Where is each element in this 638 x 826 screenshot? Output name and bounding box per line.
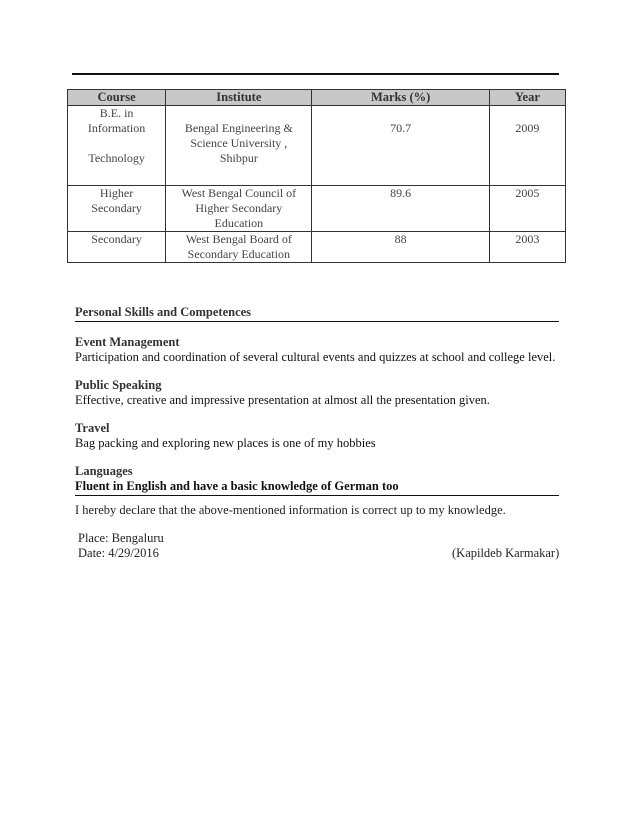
table-row <box>68 106 566 186</box>
table-row <box>68 232 566 263</box>
cell-institute: West Bengal Board of Secondary Education <box>166 232 312 263</box>
languages-heading: Languages <box>75 464 133 478</box>
header-marks: Marks (%) <box>312 90 489 106</box>
skill-description: Effective, creative and impressive presentation at almost all the presentation given. <box>75 393 490 407</box>
cell-marks: 88 <box>312 232 489 263</box>
header-course: Course <box>68 90 166 106</box>
education-table <box>67 89 566 263</box>
cell-institute: Bengal Engineering & Science University , Shibpur <box>166 106 312 186</box>
date-text: Date: 4/29/2016 <box>78 546 159 560</box>
cell-course: Secondary <box>68 232 166 263</box>
table-header-row <box>68 90 566 106</box>
cell-course: B.E. in Information Technology <box>68 106 166 186</box>
signature-name: (Kapildeb Karmakar) <box>452 546 560 560</box>
header-year: Year <box>489 90 565 106</box>
languages-description: Fluent in English and have a basic knowledge of German too <box>75 479 559 496</box>
skill-heading: Event Management <box>75 335 180 349</box>
skill-description: Bag packing and exploring new places is one of my hobbies <box>75 436 376 450</box>
cell-year: 2009 <box>489 106 565 186</box>
header-institute: Institute <box>166 90 312 106</box>
skill-languages <box>75 464 559 496</box>
skill-travel <box>75 421 559 451</box>
cell-institute: West Bengal Council of Higher Secondary Education <box>166 186 312 232</box>
skills-section-title: Personal Skills and Competences <box>75 305 559 322</box>
top-rule <box>72 73 559 75</box>
cell-marks: 89.6 <box>312 186 489 232</box>
declaration-text: I hereby declare that the above-mentioned information is correct up to my knowledge. <box>75 503 506 517</box>
table-row <box>68 186 566 232</box>
skill-event-management <box>75 335 559 365</box>
skill-public-speaking <box>75 378 559 408</box>
cell-year: 2005 <box>489 186 565 232</box>
skill-heading: Travel <box>75 421 110 435</box>
cell-course: Higher Secondary <box>68 186 166 232</box>
cell-year: 2003 <box>489 232 565 263</box>
cell-marks: 70.7 <box>312 106 489 186</box>
place-text: Place: Bengaluru <box>78 531 164 545</box>
skill-description: Participation and coordination of several cultural events and quizzes at school and college level. <box>75 350 556 364</box>
skill-heading: Public Speaking <box>75 378 162 392</box>
